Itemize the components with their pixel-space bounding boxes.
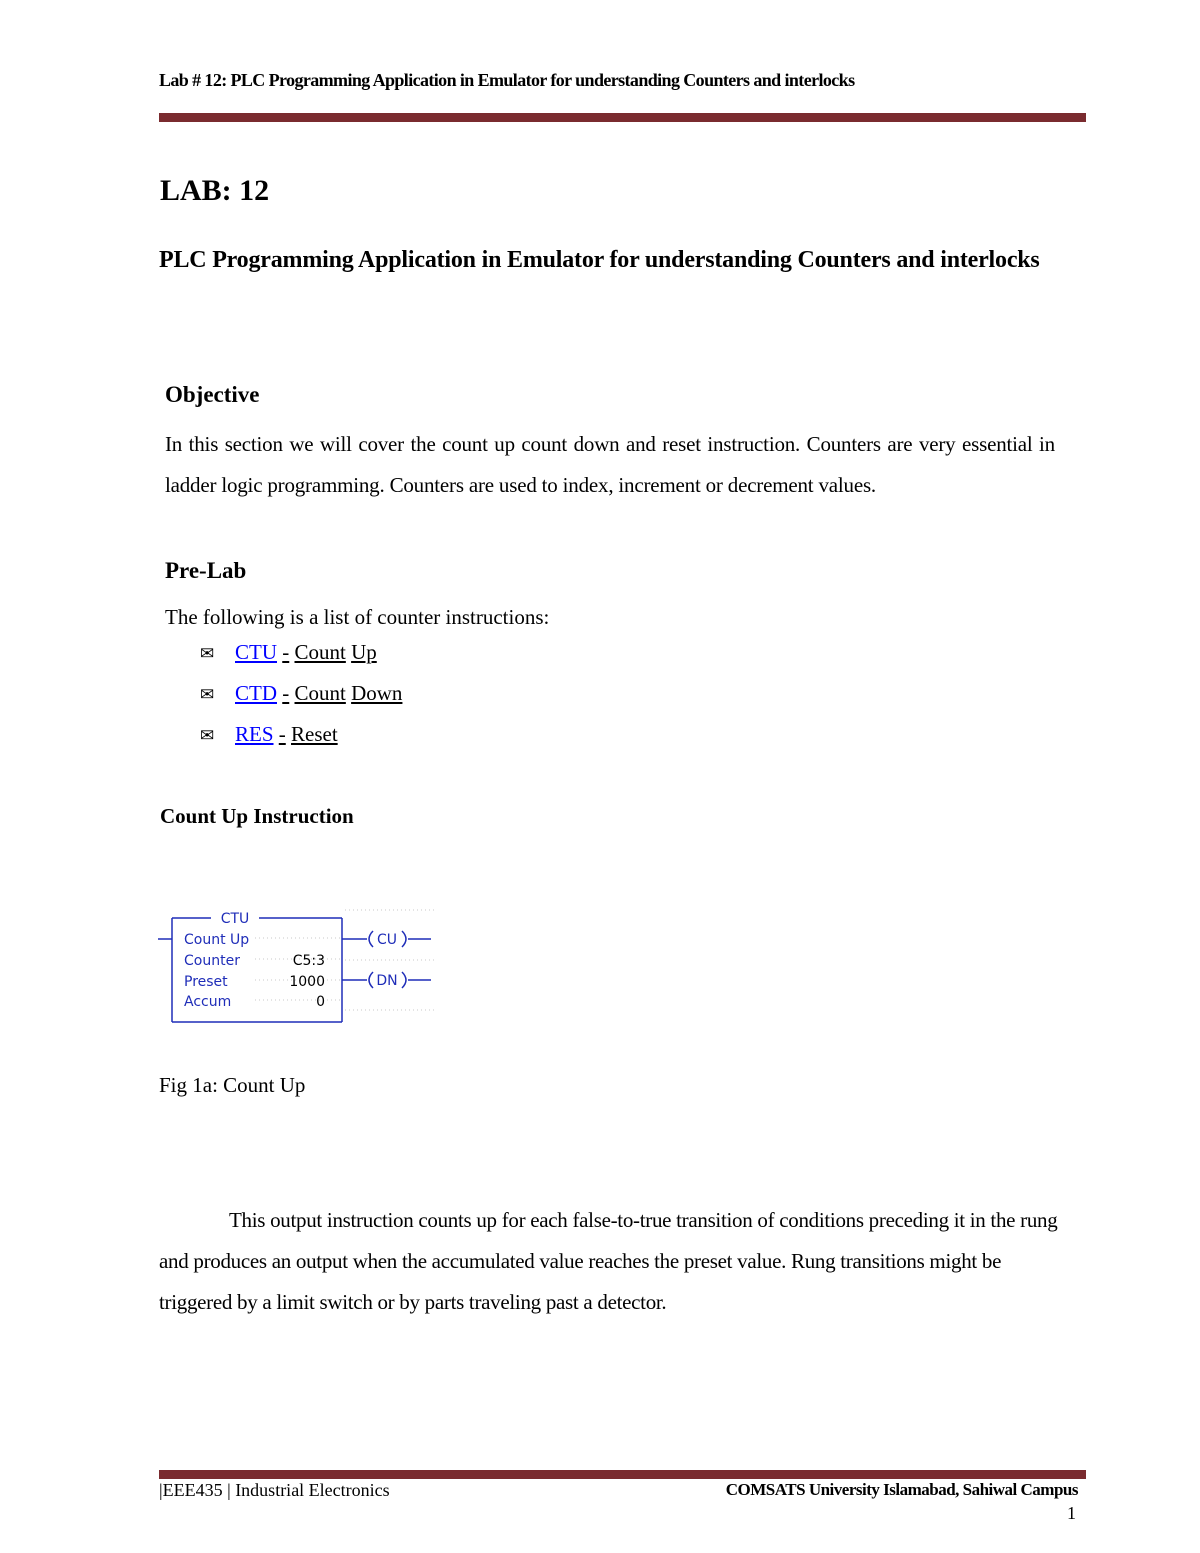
ctu-row-label: Counter — [184, 953, 240, 969]
running-header: Lab # 12: PLC Programming Application in Emulator for understanding Counters and interlocks — [159, 70, 855, 90]
header-rule — [159, 113, 1086, 122]
ctu-block-subtitle: Count Up — [184, 932, 250, 948]
count-up-heading: Count Up Instruction — [160, 804, 354, 828]
list-item — [200, 722, 402, 763]
bullet-icon: ✉ — [200, 726, 215, 745]
footer-institution: COMSATS University Islamabad, Sahiwal Campus — [725, 1480, 1078, 1499]
figure-caption: Fig 1a: Count Up — [159, 1073, 306, 1097]
footer-course: |EEE435 | Industrial Electronics — [159, 1480, 390, 1500]
footer-rule — [159, 1470, 1086, 1479]
ctu-row-label: Preset — [184, 974, 228, 990]
page-number: 1 — [1067, 1503, 1076, 1523]
bullet-icon: ✉ — [200, 644, 215, 663]
list-separator: - — [282, 640, 290, 664]
prelab-intro: The following is a list of counter instructions: — [165, 605, 550, 629]
prelab-heading: Pre-Lab — [165, 558, 247, 583]
count-up-description-text: This output instruction counts up for each false-to-true transition of conditions preceding it in the rung and produces an output when the accumulated value reaches the preset value. Rung transitions might be triggered by a limit switch or by parts traveling past a detector. — [159, 1208, 1058, 1314]
link-ctu-desc-2[interactable]: Up — [351, 640, 377, 664]
ctu-row-value: C5:3 — [292, 953, 325, 969]
list-separator: - — [282, 681, 290, 705]
link-ctu[interactable]: CTU — [235, 640, 277, 664]
link-ctd[interactable]: CTD — [235, 681, 277, 705]
ctu-row-value: 1000 — [289, 974, 325, 990]
link-ctd-desc-2[interactable]: Down — [351, 681, 403, 705]
objective-paragraph: In this section we will cover the count up count down and reset instruction. Counters are very essential in ladder logic programming. Counters are used to index, increment or decrement values. — [165, 432, 1055, 497]
ctu-row-value: 0 — [316, 994, 325, 1010]
link-res[interactable]: RES — [235, 722, 274, 746]
link-ctd-desc[interactable]: Count — [294, 681, 346, 705]
link-ctu-desc[interactable]: Count — [294, 640, 346, 664]
objective-heading: Objective — [165, 382, 260, 407]
link-res-desc[interactable]: Reset — [291, 722, 338, 746]
list-item — [200, 681, 402, 722]
ctu-output-coil: DN — [376, 973, 398, 989]
list-item — [200, 640, 402, 681]
ctu-block-name: CTU — [220, 911, 250, 927]
lab-number-title: LAB: 12 — [160, 174, 270, 207]
ctu-row-label: Accum — [184, 994, 232, 1010]
counter-instruction-list — [200, 640, 402, 763]
count-up-description — [159, 1200, 1071, 1323]
ctu-output-coil: CU — [376, 932, 398, 948]
list-separator: - — [278, 722, 286, 746]
document-title: PLC Programming Application in Emulator for understanding Counters and interlocks — [159, 247, 1040, 273]
bullet-icon: ✉ — [200, 685, 215, 704]
ctu-instruction-diagram — [155, 900, 440, 1030]
